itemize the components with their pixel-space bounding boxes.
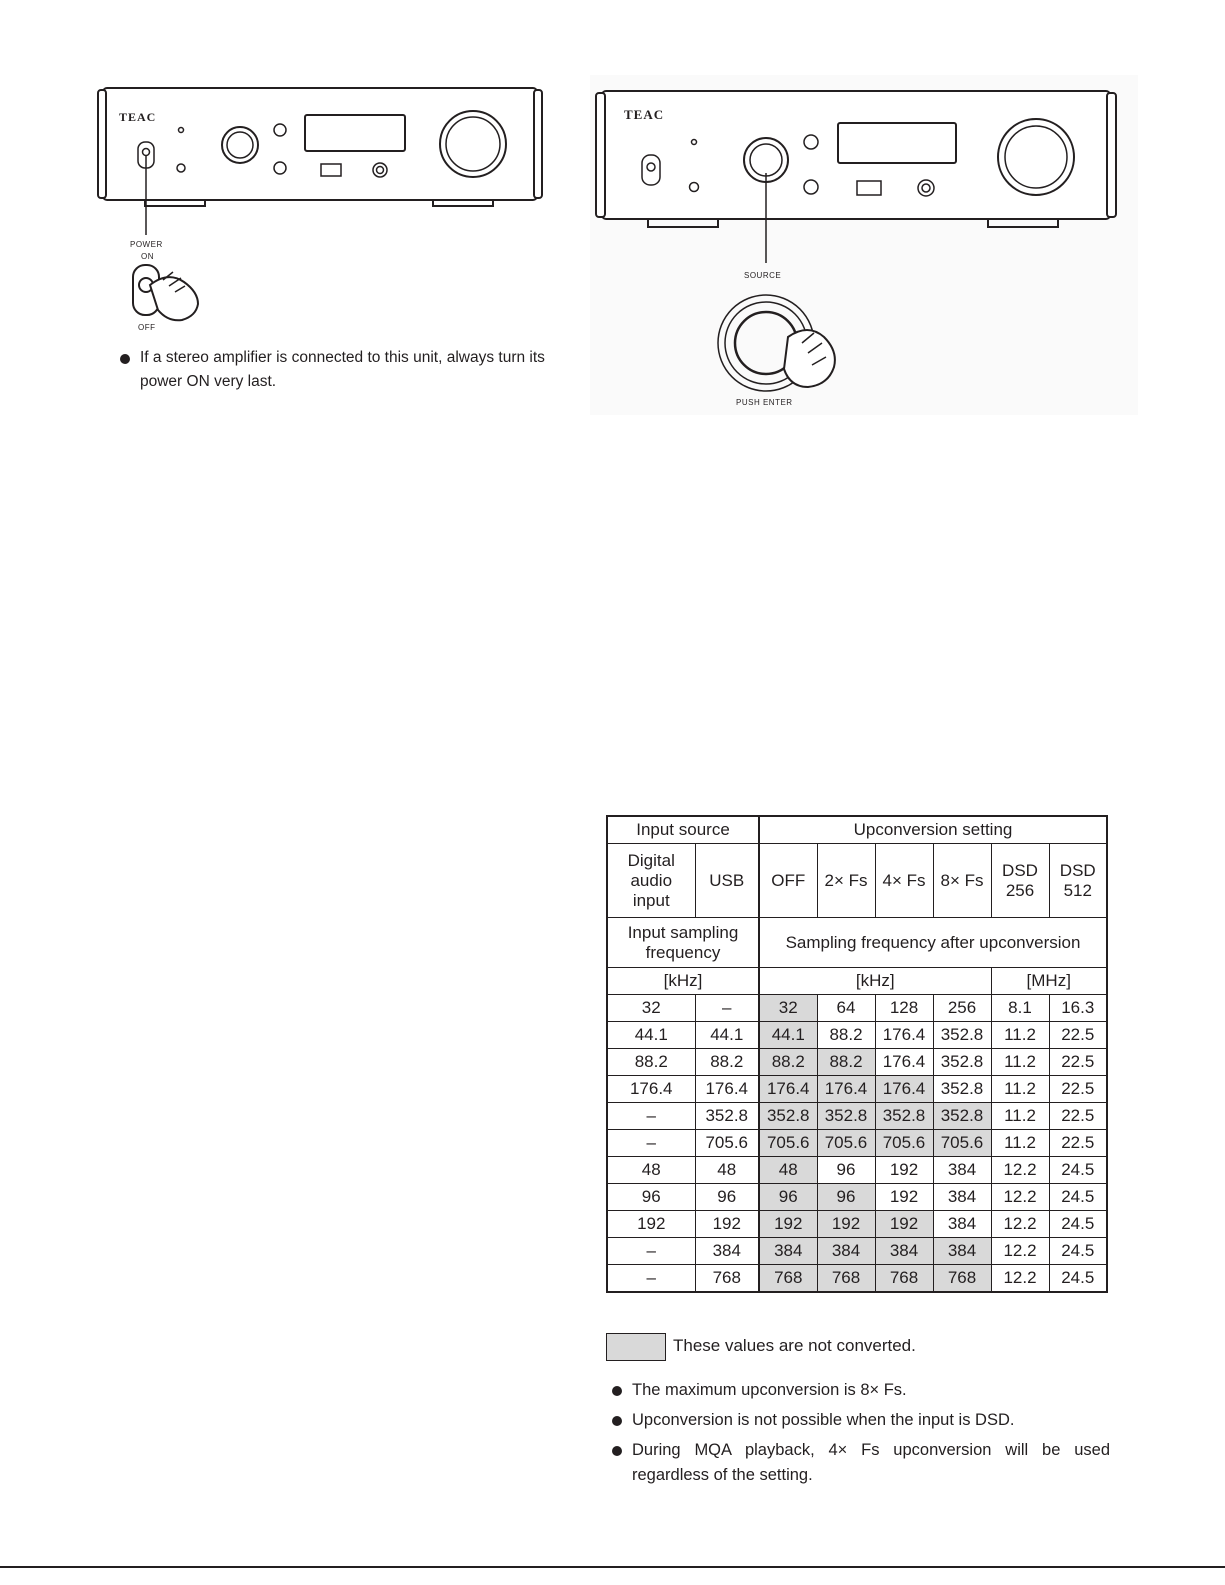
- table-cell: 192: [875, 1211, 933, 1238]
- table-row: [607, 1211, 1107, 1238]
- table-cell: 352.8: [933, 1049, 991, 1076]
- table-cell: 22.5: [1049, 1076, 1107, 1103]
- header-off: OFF: [759, 844, 817, 918]
- table-row: [607, 1265, 1107, 1293]
- table-cell: 768: [759, 1265, 817, 1293]
- table-cell: 12.2: [991, 1211, 1049, 1238]
- table-cell: 705.6: [695, 1130, 759, 1157]
- header-4x-fs: 4× Fs: [875, 844, 933, 918]
- table-cell: 12.2: [991, 1265, 1049, 1293]
- table-cell: –: [695, 995, 759, 1022]
- header-upconversion-setting: Upconversion setting: [759, 816, 1107, 844]
- table-cell: 176.4: [759, 1076, 817, 1103]
- table-row: [607, 1130, 1107, 1157]
- table-cell: 44.1: [695, 1022, 759, 1049]
- header-sampling-after-upconversion: Sampling frequency after upconversion: [759, 918, 1107, 968]
- header-usb: USB: [695, 844, 759, 918]
- table-cell: 22.5: [1049, 1130, 1107, 1157]
- table-cell: 11.2: [991, 1103, 1049, 1130]
- table-cell: 384: [933, 1211, 991, 1238]
- table-cell: 96: [695, 1184, 759, 1211]
- table-cell: 48: [695, 1157, 759, 1184]
- table-cell: 11.2: [991, 1022, 1049, 1049]
- table-cell: 44.1: [759, 1022, 817, 1049]
- table-cell: 176.4: [875, 1022, 933, 1049]
- table-cell: 96: [607, 1184, 695, 1211]
- table-cell: 64: [817, 995, 875, 1022]
- table-cell: 352.8: [759, 1103, 817, 1130]
- header-dsd-256: DSD 256: [991, 844, 1049, 918]
- note-item: The maximum upconversion is 8× Fs.: [610, 1378, 1110, 1403]
- table-cell: 22.5: [1049, 1022, 1107, 1049]
- table-cell: 24.5: [1049, 1157, 1107, 1184]
- table-row: [607, 1103, 1107, 1130]
- notes-list: [610, 1378, 1110, 1488]
- table-cell: 705.6: [875, 1130, 933, 1157]
- table-cell: 48: [607, 1157, 695, 1184]
- table-cell: 256: [933, 995, 991, 1022]
- source-illustration: [590, 75, 1138, 415]
- table-cell: 11.2: [991, 1076, 1049, 1103]
- table-cell: 352.8: [933, 1076, 991, 1103]
- table-cell: 176.4: [817, 1076, 875, 1103]
- table-row: [607, 995, 1107, 1022]
- power-illustration: [95, 80, 555, 345]
- table-cell: 768: [933, 1265, 991, 1293]
- table-cell: 192: [607, 1211, 695, 1238]
- table-cell: 22.5: [1049, 1103, 1107, 1130]
- table-cell: 352.8: [933, 1103, 991, 1130]
- table-cell: 16.3: [1049, 995, 1107, 1022]
- header-mhz: [MHz]: [991, 968, 1107, 995]
- table-cell: 96: [817, 1184, 875, 1211]
- table-cell: 352.8: [875, 1103, 933, 1130]
- table-cell: 384: [933, 1238, 991, 1265]
- table-cell: 11.2: [991, 1049, 1049, 1076]
- table-cell: –: [607, 1103, 695, 1130]
- table-cell: 88.2: [607, 1049, 695, 1076]
- table-cell: 384: [933, 1184, 991, 1211]
- table-cell: –: [607, 1130, 695, 1157]
- table-cell: 176.4: [607, 1076, 695, 1103]
- table-cell: 192: [759, 1211, 817, 1238]
- table-cell: 48: [759, 1157, 817, 1184]
- table-cell: 8.1: [991, 995, 1049, 1022]
- table-cell: 384: [817, 1238, 875, 1265]
- table-cell: 384: [695, 1238, 759, 1265]
- table-row: [607, 1238, 1107, 1265]
- table-cell: 192: [875, 1184, 933, 1211]
- power-label: POWER: [130, 240, 163, 249]
- header-khz-output: [kHz]: [759, 968, 991, 995]
- table-cell: 176.4: [875, 1076, 933, 1103]
- header-digital-audio-input: Digital audio input: [607, 844, 695, 918]
- table-cell: 352.8: [933, 1022, 991, 1049]
- table-row: [607, 1022, 1107, 1049]
- upconversion-table: [606, 815, 1108, 1293]
- table-cell: 24.5: [1049, 1184, 1107, 1211]
- legend-swatch: [606, 1333, 666, 1361]
- header-2x-fs: 2× Fs: [817, 844, 875, 918]
- table-cell: 24.5: [1049, 1211, 1107, 1238]
- header-8x-fs: 8× Fs: [933, 844, 991, 918]
- table-cell: 88.2: [817, 1049, 875, 1076]
- table-cell: 705.6: [817, 1130, 875, 1157]
- table-cell: 32: [759, 995, 817, 1022]
- table-cell: 24.5: [1049, 1265, 1107, 1293]
- table-cell: 12.2: [991, 1238, 1049, 1265]
- table-cell: 22.5: [1049, 1049, 1107, 1076]
- table-cell: 96: [817, 1157, 875, 1184]
- table-row: [607, 1184, 1107, 1211]
- push-enter-label: PUSH ENTER: [736, 398, 793, 407]
- off-label: OFF: [138, 323, 156, 332]
- table-cell: 352.8: [817, 1103, 875, 1130]
- table-cell: 44.1: [607, 1022, 695, 1049]
- power-note: If a stereo amplifier is connected to this unit, always turn its power ON very last.: [118, 346, 558, 394]
- unit-front-panel-drawing-source: [590, 75, 1138, 415]
- table-cell: –: [607, 1265, 695, 1293]
- table-cell: 768: [817, 1265, 875, 1293]
- table-cell: –: [607, 1238, 695, 1265]
- table-row: [607, 1157, 1107, 1184]
- table-cell: 88.2: [759, 1049, 817, 1076]
- table-cell: 32: [607, 995, 695, 1022]
- header-dsd-512: DSD 512: [1049, 844, 1107, 918]
- table-cell: 12.2: [991, 1184, 1049, 1211]
- table-cell: 24.5: [1049, 1238, 1107, 1265]
- table-cell: 12.2: [991, 1157, 1049, 1184]
- table-row: [607, 1049, 1107, 1076]
- table-cell: 192: [875, 1157, 933, 1184]
- power-note-list: [118, 346, 558, 394]
- table-cell: 96: [759, 1184, 817, 1211]
- unit-front-panel-drawing: [95, 80, 555, 345]
- brand-logo: TEAC: [119, 110, 157, 124]
- header-input-source: Input source: [607, 816, 759, 844]
- note-item: Upconversion is not possible when the input is DSD.: [610, 1408, 1110, 1433]
- source-label: SOURCE: [744, 271, 782, 280]
- table-cell: 384: [933, 1157, 991, 1184]
- table-cell: 192: [695, 1211, 759, 1238]
- header-input-sampling-frequency: Input sampling frequency: [607, 918, 759, 968]
- table-cell: 768: [875, 1265, 933, 1293]
- note-item: During MQA playback, 4× Fs upconversion will be used regardless of the setting.: [610, 1438, 1110, 1488]
- header-khz-input: [kHz]: [607, 968, 759, 995]
- table-cell: 11.2: [991, 1130, 1049, 1157]
- table-cell: 384: [875, 1238, 933, 1265]
- table-cell: 176.4: [875, 1049, 933, 1076]
- brand-logo-right: TEAC: [624, 107, 665, 122]
- table-row: [607, 1076, 1107, 1103]
- table-cell: 705.6: [933, 1130, 991, 1157]
- on-label: ON: [141, 252, 154, 261]
- table-cell: 88.2: [817, 1022, 875, 1049]
- table-cell: 88.2: [695, 1049, 759, 1076]
- legend-text: These values are not converted.: [673, 1336, 916, 1355]
- table-cell: 768: [695, 1265, 759, 1293]
- table-cell: 128: [875, 995, 933, 1022]
- table-cell: 384: [759, 1238, 817, 1265]
- table-cell: 705.6: [759, 1130, 817, 1157]
- table-cell: 192: [817, 1211, 875, 1238]
- table-cell: 352.8: [695, 1103, 759, 1130]
- table-cell: 176.4: [695, 1076, 759, 1103]
- page-bottom-rule: [0, 1566, 1225, 1568]
